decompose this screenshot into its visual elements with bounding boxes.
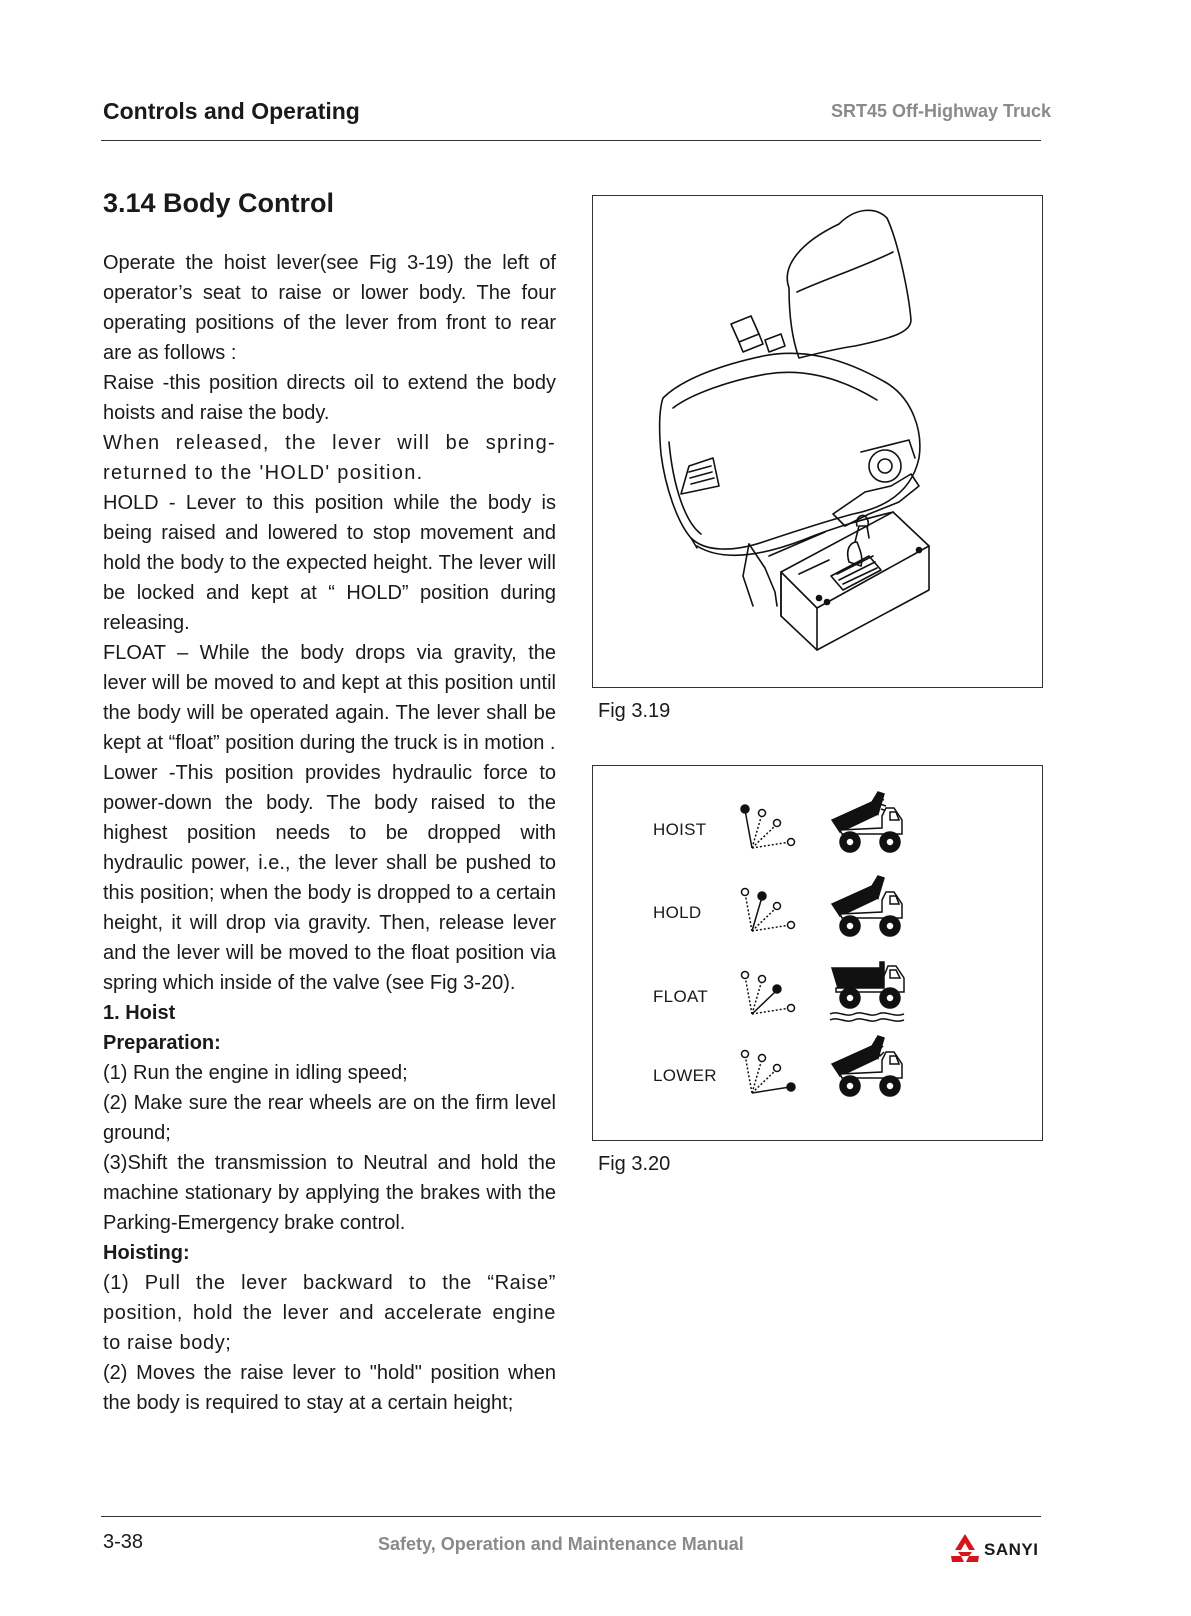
body-text (103, 248, 556, 1418)
dump-truck-float-icon (828, 956, 910, 1028)
figure-3-19-caption: Fig 3.19 (598, 700, 671, 722)
subheading-hoist: 1. Hoist (103, 1002, 176, 1024)
preparation-step-1: (1) Run the engine in idling speed; (103, 1062, 408, 1084)
position-label-lower: LOWER (653, 1066, 717, 1085)
preparation-step-3: (3)Shift the transmission to Neutral and hold the machine stationary by applying the brakes with the Parking-Emergency brake control. (103, 1152, 556, 1234)
dump-truck-lower-icon (828, 1032, 910, 1104)
footer-divider (101, 1516, 1041, 1517)
page-number: 3-38 (103, 1531, 144, 1553)
paragraph-raise: Raise -this position directs oil to extend the body hoists and raise the body. (103, 372, 556, 424)
dump-truck-hoist-icon (828, 788, 910, 860)
preparation-heading: Preparation: (103, 1032, 221, 1054)
brand-name: SANYI (984, 1540, 1039, 1559)
header-section-title: Controls and Operating (103, 98, 360, 124)
position-label-hoist: HOIST (653, 820, 707, 839)
preparation-step-2: (2) Make sure the rear wheels are on the firm level ground; (103, 1092, 556, 1144)
figure-3-19 (592, 195, 1043, 688)
figure-3-20-caption: Fig 3.20 (598, 1153, 671, 1175)
hoisting-heading: Hoisting: (103, 1242, 190, 1264)
hoisting-step-2: (2) Moves the raise lever to "hold" position when the body is required to stay at a certain height; (103, 1362, 556, 1414)
sanyi-logo-icon (948, 1532, 982, 1566)
hoisting-step-1: (1) Pull the lever backward to the “Raise” position, hold the lever and accelerate engine to raise body; (103, 1272, 556, 1354)
dump-truck-hold-icon (828, 872, 910, 944)
section-title: 3.14 Body Control (103, 188, 335, 218)
lever-hoist-icon (738, 800, 802, 852)
footer-manual-title: Safety, Operation and Maintenance Manual (378, 1534, 744, 1554)
paragraph-intro: Operate the hoist lever(see Fig 3-19) the left of operator’s seat to raise or lower body. The four operating positions of the lever from front to rear are as follows : (103, 252, 556, 364)
lever-hold-icon (738, 883, 802, 935)
paragraph-lower: Lower -This position provides hydraulic force to power-down the body. The body raised to the highest position needs to be dropped with hydraulic power, i.e., the lever shall be pushed to this position; when the body is dropped to a certain height, it will drop via gravity. Then, release lever and the lever will be moved to the float position via spring which inside of the valve (see Fig 3-20). (103, 762, 556, 994)
paragraph-hold: HOLD - Lever to this position while the body is being raised and lowered to stop movement and hold the body to the expected height. The lever will be locked and kept at “ HOLD” position during releasing. (103, 492, 556, 634)
paragraph-released: When released, the lever will be spring-returned to the 'HOLD' position. (103, 432, 556, 484)
position-label-hold: HOLD (653, 903, 702, 922)
brand-logo (948, 1532, 1044, 1566)
position-label-float: FLOAT (653, 987, 709, 1006)
lever-float-icon (738, 966, 802, 1018)
paragraph-float: FLOAT – While the body drops via gravity, the lever will be moved to and kept at this position until the body will be operated again. The lever shall be kept at “float” position during the truck is in motion . (103, 642, 556, 754)
seat-hoist-lever-illustration (593, 196, 1041, 686)
lever-lower-icon (738, 1045, 802, 1097)
header-product-name: SRT45 Off-Highway Truck (830, 101, 1051, 121)
header-divider (101, 140, 1041, 141)
